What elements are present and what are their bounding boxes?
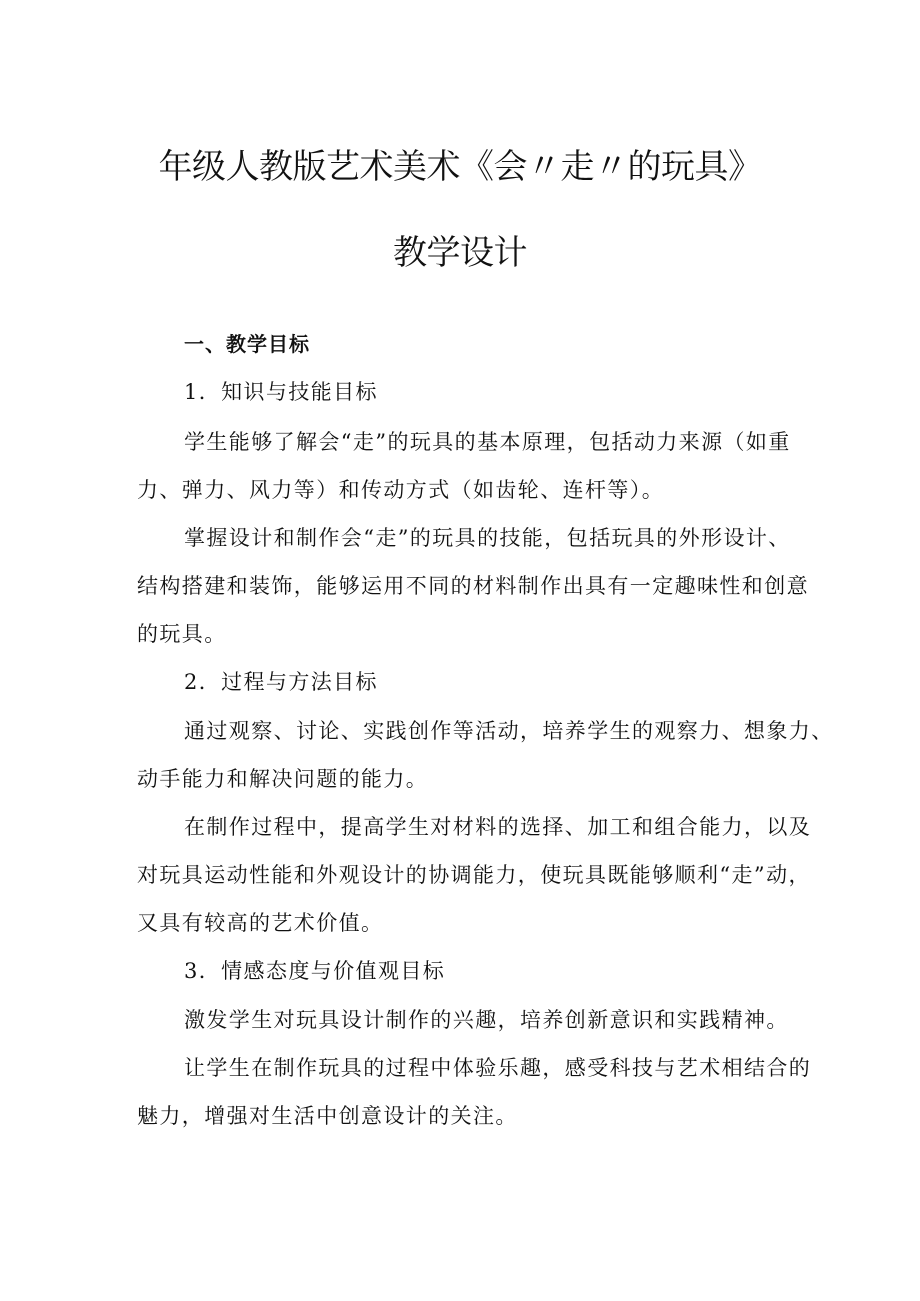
- paragraph-line: 让学生在制作玩具的过程中体验乐趣，感受科技与艺术相结合的: [184, 1056, 812, 1080]
- paragraph-line: 动手能力和解决问题的能力。: [137, 767, 429, 791]
- subheading-process-methods: 2．过程与方法目标: [184, 670, 378, 694]
- subheading-attitude-values: 3．情感态度与价值观目标: [184, 959, 446, 983]
- document-subtitle: 教学设计: [393, 233, 527, 273]
- paragraph-line: 对玩具运动性能和外观设计的协调能力，使玩具既能够顺利“走”动，: [137, 863, 811, 887]
- paragraph-line: 魅力，增强对生活中创意设计的关注。: [137, 1104, 518, 1128]
- subheading-knowledge-skills: 1．知识与技能目标: [184, 380, 378, 404]
- paragraph-line: 掌握设计和制作会“走”的玩具的技能，包括玩具的外形设计、: [184, 526, 791, 550]
- paragraph-line: 学生能够了解会“走”的玩具的基本原理，包括动力来源（如重: [184, 430, 791, 454]
- document-title: 年级人教版艺术美术《会〃走〃的玩具》: [158, 147, 762, 187]
- paragraph-line: 力、弹力、风力等）和传动方式（如齿轮、连杆等）。: [137, 478, 665, 502]
- section-heading-teaching-goals: 一、教学目标: [184, 332, 310, 356]
- paragraph-line: 结构搭建和装饰，能够运用不同的材料制作出具有一定趣味性和创意: [137, 574, 809, 598]
- paragraph-line: 的玩具。: [137, 622, 227, 646]
- paragraph-line: 通过观察、讨论、实践创作等活动，培养学生的观察力、想象力、: [184, 719, 834, 743]
- paragraph-line: 又具有较高的艺术价值。: [137, 911, 384, 935]
- paragraph-line: 激发学生对玩具设计制作的兴趣，培养创新意识和实践精神。: [184, 1008, 789, 1032]
- paragraph-line: 在制作过程中，提高学生对材料的选择、加工和组合能力，以及: [184, 815, 812, 839]
